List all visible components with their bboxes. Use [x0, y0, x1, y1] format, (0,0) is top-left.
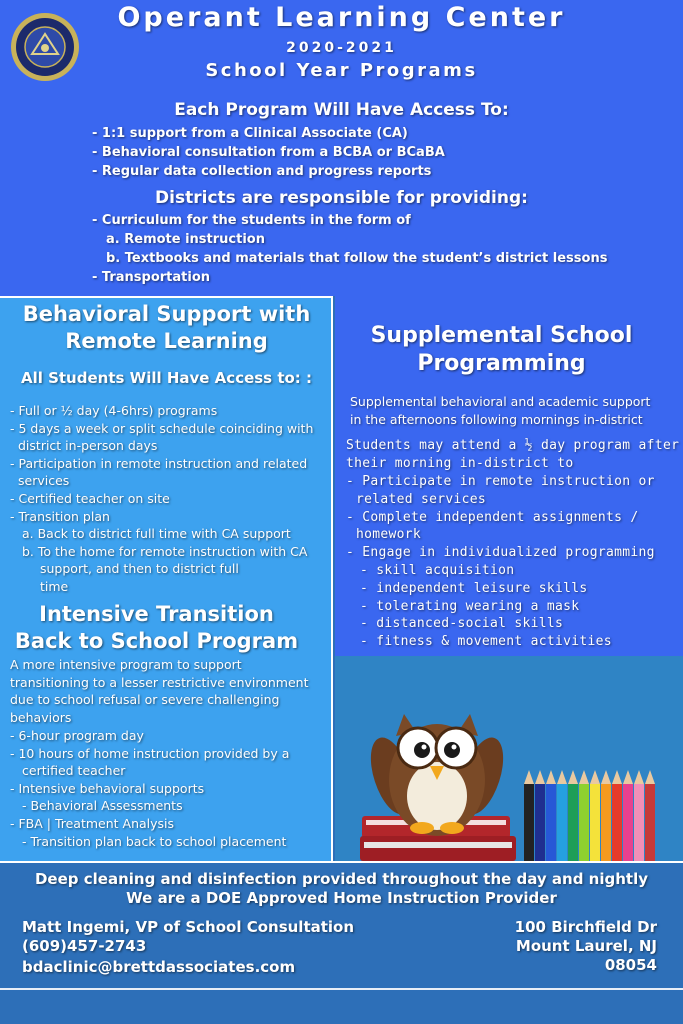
description-line: A more intensive program to support — [10, 657, 242, 672]
list-item: time — [40, 578, 69, 594]
list-item: - 10 hours of home instruction provided by a — [10, 745, 290, 761]
list-item: - 1:1 support from a Clinical Associate (CA) — [92, 126, 408, 141]
description-line: transitioning to a lesser restrictive environment — [10, 674, 309, 690]
list-item: b. Textbooks and materials that follow the student’s district lessons — [106, 251, 608, 266]
intensive-description — [10, 656, 330, 726]
intro-line: in the afternoons following mornings in-district — [350, 411, 643, 427]
contact-phone[interactable]: (609)457-2743 — [22, 937, 147, 955]
page-title: Operant Learning Center — [117, 2, 566, 33]
supplemental-title-line2: Programming — [417, 351, 586, 376]
students-access-heading: All Students Will Have Access to: : — [20, 369, 313, 387]
intro-line: Supplemental behavioral and academic support — [350, 394, 651, 409]
list-item: a. Remote instruction — [106, 232, 265, 247]
list-item: district in-person days — [18, 438, 158, 454]
list-item: - Complete independent assignments / — [346, 509, 639, 525]
address-zip: 08054 — [604, 956, 657, 974]
supplemental-title — [335, 322, 668, 378]
list-item: - 5 days a week or split schedule coinciding with — [10, 420, 314, 436]
cleaning-notice: Deep cleaning and disinfection provided throughout the day and nightly — [34, 870, 649, 888]
districts-heading: Districts are responsible for providing: — [155, 188, 528, 208]
list-item: - Transition plan back to school placement — [22, 833, 287, 849]
list-item: b. To the home for remote instruction with CA — [22, 543, 308, 559]
intensive-title — [0, 601, 313, 655]
list-item: - Transition plan — [10, 508, 110, 524]
list-item: homework — [356, 527, 422, 543]
supplemental-title-line1: Supplemental School — [370, 323, 633, 348]
behavioral-title-line1: Behavioral Support with — [22, 302, 311, 326]
list-item: - distanced-social skills — [360, 616, 564, 632]
colored-pencils-icon — [522, 770, 660, 862]
access-heading: Each Program Will Have Access To: — [174, 100, 509, 120]
list-item: - independent leisure skills — [360, 580, 588, 596]
logo-seal-icon — [10, 12, 80, 82]
list-item: - Participate in remote instruction or — [346, 474, 655, 489]
intensive-list — [10, 727, 330, 850]
access-list — [92, 124, 445, 181]
list-item: - tolerating wearing a mask — [360, 598, 580, 614]
list-item: certified teacher — [22, 763, 126, 779]
page-subtitle: School Year Programs — [205, 60, 478, 81]
list-item: - Behavioral consultation from a BCBA or BCaBA — [92, 145, 445, 160]
school-year: 2020-2021 — [286, 40, 397, 56]
list-item: - Regular data collection and progress reports — [92, 164, 432, 179]
intensive-title-line1: Intensive Transition — [39, 602, 274, 626]
doe-notice: We are a DOE Approved Home Instruction Provider — [126, 889, 557, 907]
intensive-title-line2: Back to School Program — [14, 629, 299, 653]
list-item: - Participation in remote instruction and related — [10, 455, 308, 471]
list-item: a. Back to district full time with CA support — [22, 526, 291, 542]
list-item: support, and then to district full — [40, 561, 239, 577]
lead-line: Students may attend a ½ day program after — [346, 438, 680, 453]
behavioral-title-line2: Remote Learning — [65, 329, 268, 353]
list-item: - 6-hour program day — [10, 728, 144, 743]
address-street: 100 Birchfield Dr — [514, 918, 657, 936]
list-item: - skill acquisition — [360, 562, 515, 578]
description-line: behaviors — [10, 709, 72, 725]
districts-list — [92, 211, 607, 287]
footer-divider — [0, 988, 683, 990]
lead-line: their morning in-district to — [346, 455, 574, 471]
description-line: due to school refusal or severe challenging — [10, 692, 280, 708]
list-item: - Behavioral Assessments — [22, 798, 183, 814]
address-city: Mount Laurel, NJ — [515, 937, 657, 955]
contact-name: Matt Ingemi, VP of School Consultation — [22, 918, 355, 936]
behavioral-title — [0, 301, 333, 355]
list-item: related services — [356, 491, 487, 507]
supplemental-list — [346, 473, 682, 651]
list-item: - Intensive behavioral supports — [10, 780, 205, 796]
supplemental-intro — [350, 393, 680, 428]
list-item: - Full or ½ day (4-6hrs) programs — [10, 403, 218, 418]
supplemental-lead — [346, 437, 682, 473]
list-item: - fitness & movement activities — [360, 634, 612, 650]
list-item: - Certified teacher on site — [10, 490, 170, 506]
list-item: - Engage in individualized programming — [346, 545, 655, 561]
behavioral-list — [10, 402, 330, 596]
list-item: - Transportation — [92, 270, 211, 285]
list-item: - FBA | Treatment Analysis — [10, 815, 175, 831]
list-item: - Curriculum for the students in the form of — [92, 213, 411, 228]
list-item: services — [18, 473, 70, 489]
owl-on-books-icon — [360, 712, 520, 861]
contact-email[interactable]: bdaclinic@brettdassociates.com — [22, 958, 296, 976]
